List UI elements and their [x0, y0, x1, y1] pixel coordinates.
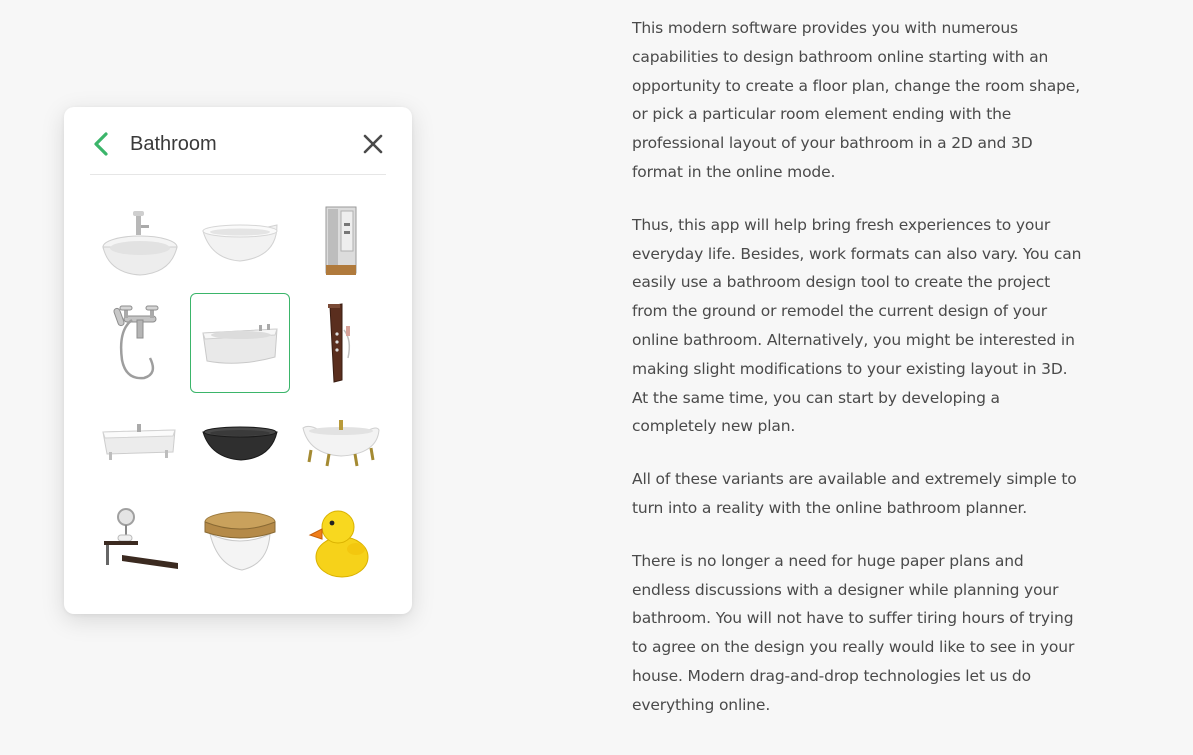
shower-cabin-icon: [310, 203, 370, 283]
black-bathtub-icon: [199, 420, 281, 466]
paragraph-2: Thus, this app will help bring fresh experiences to your everyday life. Besides, work formats can also vary. You can easily use a bathroom design tool to create the project from the ground or remodel the current design of your online bathroom. Alternatively, you might be interested in making slight modifications to your existing layout in 3D. At the same time, you can start by developing a completely new plan.: [632, 215, 1082, 436]
catalog-item-shower-cabin[interactable]: [290, 193, 390, 293]
catalog-item-rectangular-bathtub[interactable]: [90, 393, 190, 493]
vanity-shelf-icon: [98, 507, 182, 579]
catalog-item-vessel-sink[interactable]: [90, 193, 190, 293]
catalog-panel: [64, 107, 412, 614]
whirlpool-bathtub-icon: [199, 315, 281, 371]
item-grid: [90, 193, 390, 593]
rubber-duck-icon: [308, 503, 372, 583]
close-icon: [362, 133, 384, 155]
catalog-item-vanity-shelf[interactable]: [90, 493, 190, 593]
back-button[interactable]: [90, 131, 114, 157]
vessel-sink-icon: [97, 203, 183, 283]
paragraph-1: This modern software provides you with numerous capabilities to design bathroom online starting with an opportunity to create a floor plan, change the room shape, or pick a particular room element ending with the professional layout of your bathroom in a 2D and 3D format in the online mode.: [632, 19, 1080, 181]
close-button[interactable]: [362, 133, 384, 155]
panel-title: Bathroom: [130, 133, 217, 155]
catalog-item-whirlpool-bathtub[interactable]: [190, 293, 290, 393]
wall-hung-toilet-icon: [202, 508, 278, 578]
catalog-item-shower-panel[interactable]: [290, 293, 390, 393]
panel-header: [90, 107, 386, 175]
rectangular-bathtub-icon: [99, 418, 181, 468]
catalog-item-rubber-duck[interactable]: [290, 493, 390, 593]
clawfoot-bathtub-icon: [299, 416, 381, 470]
shower-panel-icon: [320, 300, 360, 386]
chevron-left-icon: [90, 131, 114, 157]
freestanding-bathtub-icon: [197, 213, 283, 273]
article-text: [632, 14, 1082, 744]
catalog-item-freestanding-bathtub[interactable]: [190, 193, 290, 293]
catalog-item-black-bathtub[interactable]: [190, 393, 290, 493]
bath-mixer-icon: [110, 300, 170, 386]
catalog-item-wall-hung-toilet[interactable]: [190, 493, 290, 593]
paragraph-3: All of these variants are available and extremely simple to turn into a reality with the online bathroom planner.: [632, 470, 1077, 517]
paragraph-4: There is no longer a need for huge paper plans and endless discussions with a designer while planning your bathroom. You will not have to suffer tiring hours of trying to agree on the design you really would like to see in your house. Modern drag-and-drop technologies let us do everything online.: [632, 551, 1075, 714]
catalog-item-clawfoot-bathtub[interactable]: [290, 393, 390, 493]
catalog-item-bath-mixer[interactable]: [90, 293, 190, 393]
